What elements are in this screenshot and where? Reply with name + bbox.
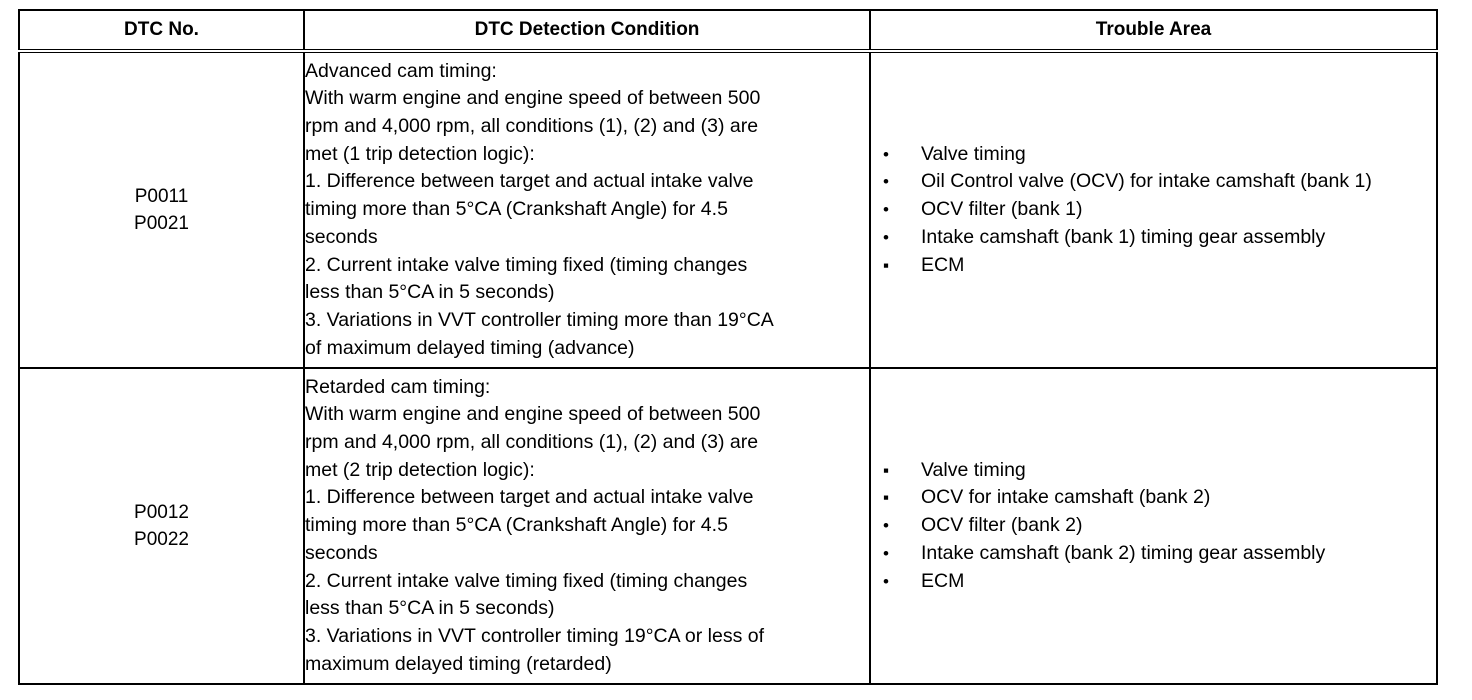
bullet-icon: • <box>883 516 889 536</box>
list-item <box>871 457 1436 485</box>
bullet-icon: ▪ <box>883 255 890 275</box>
dtc-table <box>18 9 1438 685</box>
condition-line: 3. Variations in VVT controller timing more than 19°CA <box>305 308 774 331</box>
dtc-code-cell <box>19 51 304 368</box>
bullet-icon: • <box>883 227 889 247</box>
trouble-area-text: Valve timing <box>921 142 1026 165</box>
list-item <box>871 224 1436 252</box>
bullet-icon: ▪ <box>883 488 890 508</box>
condition-line: With warm engine and engine speed of between 500 <box>305 403 761 426</box>
condition-line: timing more than 5°CA (Crankshaft Angle) for 4.5 <box>305 514 728 537</box>
list-item <box>871 196 1436 224</box>
dtc-code: P0022 <box>134 529 189 550</box>
trouble-area-text: Valve timing <box>921 458 1026 481</box>
detection-condition-cell <box>304 51 870 368</box>
condition-line: timing more than 5°CA (Crankshaft Angle) for 4.5 <box>305 198 728 221</box>
header-dtc-no: DTC No. <box>19 10 304 51</box>
condition-line: maximum delayed timing (retarded) <box>305 652 612 675</box>
list-item <box>871 568 1436 596</box>
condition-line: rpm and 4,000 rpm, all conditions (1), (2) and (3) are <box>305 431 759 454</box>
header-row <box>19 10 1437 51</box>
bullet-icon: • <box>883 144 889 164</box>
header-trouble-area: Trouble Area <box>870 10 1437 51</box>
trouble-area-text: OCV filter (bank 1) <box>921 198 1083 221</box>
header-detection-condition: DTC Detection Condition <box>304 10 870 51</box>
dtc-code: P0012 <box>134 502 189 523</box>
trouble-area-cell <box>870 368 1437 684</box>
trouble-area-text: Intake camshaft (bank 2) timing gear assembly <box>921 541 1326 564</box>
condition-line: less than 5°CA in 5 seconds) <box>305 597 555 620</box>
condition-line: rpm and 4,000 rpm, all conditions (1), (2) and (3) are <box>305 115 759 138</box>
condition-line: With warm engine and engine speed of between 500 <box>305 87 761 110</box>
condition-line: seconds <box>305 225 378 248</box>
condition-line: less than 5°CA in 5 seconds) <box>305 281 555 304</box>
condition-line: seconds <box>305 541 378 564</box>
condition-line: 1. Difference between target and actual intake valve <box>305 170 754 193</box>
condition-line: 3. Variations in VVT controller timing 19°CA or less of <box>305 624 765 647</box>
condition-line: met (2 trip detection logic): <box>305 458 535 481</box>
condition-line: 1. Difference between target and actual intake valve <box>305 486 754 509</box>
trouble-area-text: OCV filter (bank 2) <box>921 514 1083 537</box>
list-item <box>871 484 1436 512</box>
bullet-icon: • <box>883 172 889 192</box>
list-item <box>871 168 1436 196</box>
list-item <box>871 252 1436 280</box>
condition-line: 2. Current intake valve timing fixed (timing changes <box>305 253 748 276</box>
detection-condition-cell <box>304 368 870 684</box>
trouble-area-text: ECM <box>921 253 965 276</box>
bullet-icon: • <box>883 571 889 591</box>
bullet-icon: • <box>883 200 889 220</box>
table-row <box>19 368 1437 684</box>
condition-line: Advanced cam timing: <box>305 59 497 82</box>
trouble-area-text: Oil Control valve (OCV) for intake camshaft (bank 1) <box>921 170 1372 193</box>
list-item <box>871 540 1436 568</box>
bullet-icon: • <box>883 543 889 563</box>
condition-line: met (1 trip detection logic): <box>305 142 535 165</box>
trouble-area-text: OCV for intake camshaft (bank 2) <box>921 486 1211 509</box>
dtc-code-cell <box>19 368 304 684</box>
dtc-code: P0021 <box>134 213 189 234</box>
condition-line: of maximum delayed timing (advance) <box>305 336 635 359</box>
trouble-area-list <box>871 141 1436 280</box>
condition-line: 2. Current intake valve timing fixed (timing changes <box>305 569 748 592</box>
list-item <box>871 141 1436 169</box>
trouble-area-cell <box>870 51 1437 368</box>
bullet-icon: ▪ <box>883 460 890 480</box>
trouble-area-text: ECM <box>921 569 965 592</box>
condition-line: Retarded cam timing: <box>305 375 491 398</box>
table-row <box>19 51 1437 368</box>
list-item <box>871 512 1436 540</box>
trouble-area-text: Intake camshaft (bank 1) timing gear assembly <box>921 225 1326 248</box>
dtc-code: P0011 <box>134 186 189 207</box>
trouble-area-list <box>871 457 1436 596</box>
